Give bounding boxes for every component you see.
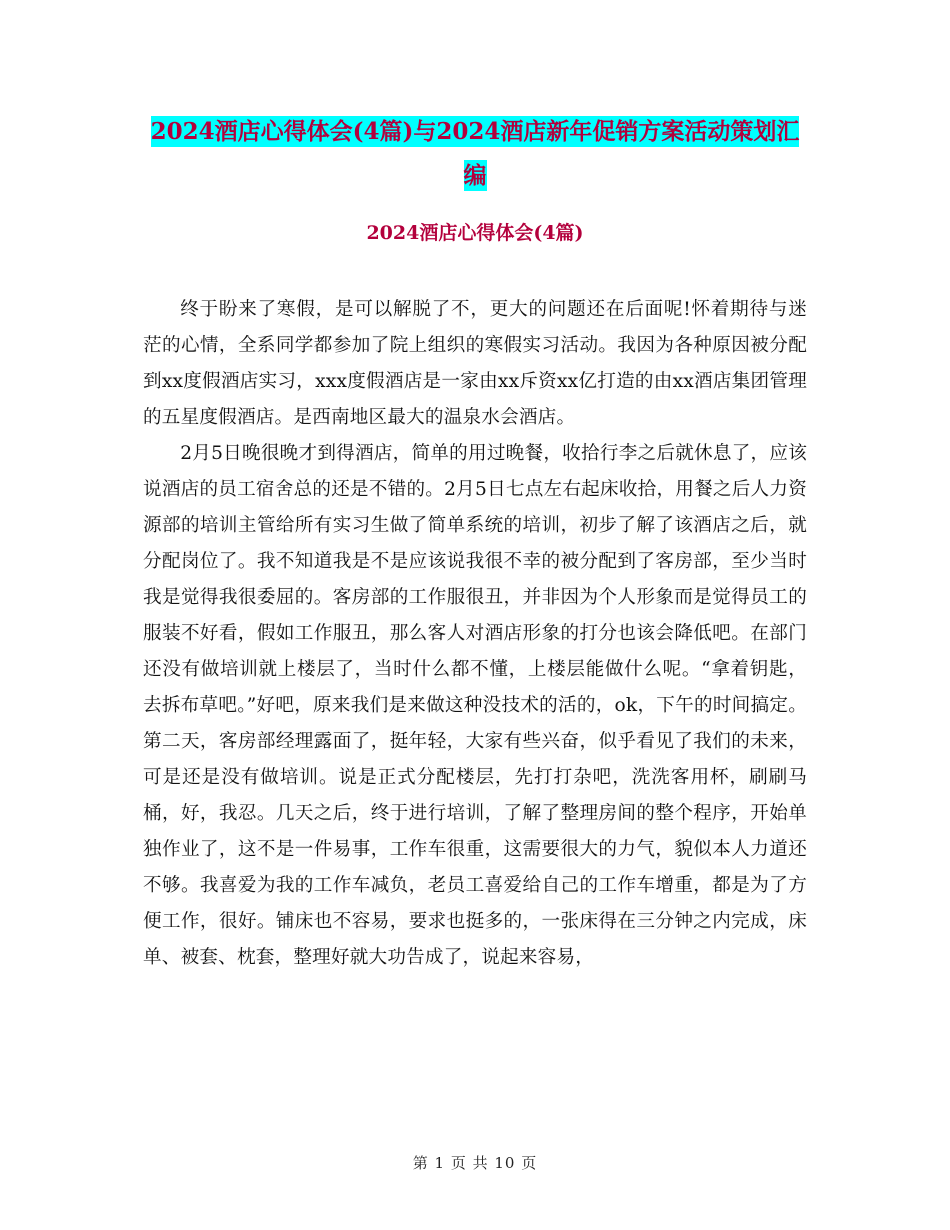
page-footer: 第 1 页 共 10 页 [412,1154,538,1172]
document-title [140,110,810,198]
document-title-highlight: 2024酒店心得体会(4篇)与2024酒店新年促销方案活动策划汇编 [150,118,800,189]
section-title: 2024酒店心得体会(4篇) [366,222,584,244]
paragraph: 终于盼来了寒假，是可以解脱了不，更大的问题还在后面呢!怀着期待与迷茫的心情，全系同学都参加了院上组织的寒假实习活动。我因为各种原因被分配到xx度假酒店实习，xxx度假酒店是一家由xx斥资xx亿打造的由xx酒店集团管理的五星度假酒店。是西南地区最大的温泉水会酒店。 [143,299,807,428]
document-body [143,292,807,976]
paragraph: 2月5日晚很晚才到得酒店，简单的用过晚餐，收拾行李之后就休息了，应该说酒店的员工宿舍总的还是不错的。2月5日七点左右起床收拾，用餐之后人力资源部的培训主管给所有实习生做了简单系统的培训，初步了解了该酒店之后，就分配岗位了。我不知道我是不是应该说我很不幸的被分配到了客房部，至少当时我是觉得我很委屈的。客房部的工作服很丑，并非因为个人形象而是觉得员工的服装不好看，假如工作服丑，那么客人对酒店形象的打分也该会降低吧。在部门还没有做培训就上楼层了，当时什么都不懂，上楼层能做什么呢。“拿着钥匙，去拆布草吧。”好吧，原来我们是来做这种没技术的活的，ok，下午的时间搞定。第二天，客房部经理露面了，挺年轻，大家有些兴奋，似乎看见了我们的未来，可是还是没有做培训。说是正式分配楼层，先打打杂吧，洗洗客用杯，刷刷马桶，好，我忍。几天之后，终于进行培训，了解了整理房间的整个程序，开始单独作业了，这不是一件易事，工作车很重，这需要很大的力气，貌似本人力道还不够。我喜爱为我的工作车减负，老员工喜爱给自己的工作车增重，都是为了方便工作，很好。铺床也不容易，要求也挺多的，一张床得在三分钟之内完成，床单、被套、枕套，整理好就大功告成了，说起来容易， [143,443,807,968]
